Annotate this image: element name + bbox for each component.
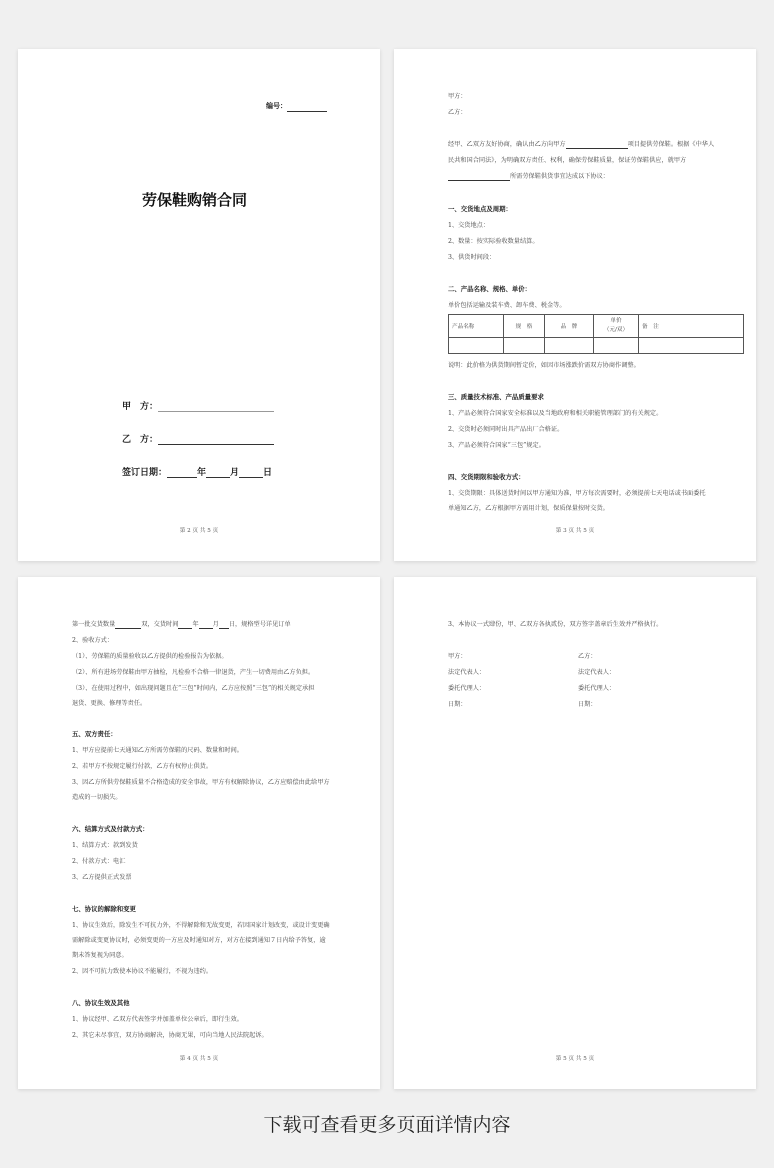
acceptance-item-2: （2）、所有进场劳保鞋由甲方抽检，凡检验不合格一律退货，产生一切费用由乙方负担。 bbox=[72, 669, 315, 676]
table-header-row bbox=[449, 315, 744, 338]
section-4-item-1b: 单通知乙方，乙方根据甲方需用计划，保质保量按时交货。 bbox=[448, 505, 609, 512]
contract-page-5 bbox=[394, 577, 756, 1089]
section-7-item-1b: 需解除或变更协议时，必须变更的一方应及时通知对方，对方在接到通知７日内给予答复，逾 bbox=[72, 937, 326, 944]
contract-cover-page bbox=[18, 49, 380, 561]
section-1-item-2: 2、数量：按实际验收数量结算。 bbox=[448, 238, 539, 245]
section-3-item-3: 3、产品必须符合国家“三包”规定。 bbox=[448, 442, 545, 449]
section-5-item-2: 2、若甲方不按规定履行付款，乙方有权停止供货。 bbox=[72, 763, 213, 770]
section-2-desc: 说明：此价格为供货期间暂定价，如因市场涨跌价需双方协商作调整。 bbox=[448, 362, 640, 369]
section-2-note: 单价包括运输及装车费、卸车费、税金等。 bbox=[448, 302, 566, 309]
intro-line-3: 所需劳保鞋供货事宜达成以下协议： bbox=[448, 172, 609, 181]
section-8-title: 八、协议生效及其他 bbox=[72, 999, 130, 1007]
section-3-item-1: 1、产品必须符合国家安全标准以及当地政府和相关职能管理部门的有关规定。 bbox=[448, 410, 663, 417]
section-4-item-1a: 1、交货期限：具体送货时间以甲方通知为准，甲方每次需要时，必须提前七天电话或书面委托 bbox=[448, 490, 706, 497]
section-1-title: 一、交货地点及周期： bbox=[448, 205, 512, 213]
table-row bbox=[449, 338, 744, 354]
party-b-label: 乙方： bbox=[448, 109, 467, 116]
header-spec: 规 格 bbox=[504, 315, 545, 338]
signature-a-date: 日期： bbox=[448, 701, 467, 708]
signature-party-b: 乙方： bbox=[578, 653, 597, 660]
header-product-name: 产品名称 bbox=[449, 315, 504, 338]
contract-number-blank bbox=[287, 111, 327, 112]
section-7-item-2: 2、因不可抗力致使本协议不能履行，不视为违约。 bbox=[72, 968, 213, 975]
section-6-item-3: 3、乙方提供正式发票 bbox=[72, 874, 132, 881]
signature-b-date: 日期： bbox=[578, 701, 597, 708]
party-a-label: 甲方： bbox=[448, 93, 467, 100]
section-3-item-2: 2、交货时必须同时出具产品出厂合格证。 bbox=[448, 426, 564, 433]
page-footer: 第 4 页 共 5 页 bbox=[179, 1056, 219, 1062]
signature-b-agent: 委托代理人： bbox=[578, 685, 616, 692]
acceptance-title: 2、验收方式： bbox=[72, 637, 114, 644]
section-5-item-3b: 造成的一切损失。 bbox=[72, 794, 122, 801]
section-7-title: 七、协议的解除和变更 bbox=[72, 905, 136, 913]
acceptance-item-3b: 退货、更换、修理等责任。 bbox=[72, 700, 147, 707]
contract-title: 劳保鞋购销合同 bbox=[142, 191, 248, 209]
page-footer: 第 2 页 共 5 页 bbox=[179, 528, 219, 534]
intro-line-1: 经甲、乙双方友好协商，确认由乙方向甲方 项目提供劳保鞋。根据《中华人 bbox=[448, 141, 715, 148]
section-8-item-2: 2、其它未尽事宜，双方协商解决，协商无果，可向当地人民法院起诉。 bbox=[72, 1032, 268, 1039]
download-caption: 下载可查看更多页面详情内容 bbox=[263, 1114, 511, 1136]
header-brand: 品 牌 bbox=[545, 315, 594, 338]
first-batch-line: 第一批交货数量 双，交货时间 年 月 日，规格型号详见订单 bbox=[72, 621, 291, 628]
section-5-item-3a: 3、因乙方所供劳保鞋质量不合格造成的安全事故，甲方有权解除协议，乙方应赔偿由此给甲方 bbox=[72, 779, 330, 786]
party-b-line: 乙 方： bbox=[122, 432, 274, 445]
contract-page-4 bbox=[18, 577, 380, 1089]
party-a-line: 甲 方： bbox=[122, 399, 274, 412]
page-footer: 第 3 页 共 5 页 bbox=[555, 528, 595, 534]
section-7-item-1a: 1、协议生效后，除发生不可抗力外，不得解除和无故变更，若因国家计划改变，或设计变更确 bbox=[72, 922, 330, 929]
copies-clause: 3、本协议一式肆份，甲、乙双方各执贰份，双方签字盖章后生效并严格执行。 bbox=[448, 621, 663, 628]
section-6-item-2: 2、付款方式：电汇 bbox=[72, 858, 126, 865]
product-table bbox=[448, 314, 744, 354]
section-8-item-1: 1、协议经甲、乙双方代表签字并加盖单位公章后，即行生效。 bbox=[72, 1016, 243, 1023]
section-7-item-1c: 期未答复视为同意。 bbox=[72, 952, 128, 959]
contract-page-3 bbox=[394, 49, 756, 561]
section-4-title: 四、交货期限和验收方式： bbox=[448, 473, 525, 481]
header-unit-price: 单价 （元/双） bbox=[594, 315, 639, 338]
header-remark: 备 注 bbox=[639, 315, 744, 338]
section-5-item-1: 1、甲方应提前七天通知乙方所需劳保鞋的尺码、数量和时间。 bbox=[72, 747, 243, 754]
section-6-item-1: 1、结算方式：款到发货 bbox=[72, 842, 138, 849]
signature-party-a: 甲方： bbox=[448, 653, 467, 660]
signature-a-rep: 法定代表人： bbox=[448, 669, 486, 676]
signature-a-agent: 委托代理人： bbox=[448, 685, 486, 692]
contract-number: 编号： bbox=[266, 93, 327, 112]
intro-line-2: 民共和国合同法》，为明确双方责任、权利，确保劳保鞋质量，保证劳保鞋供应，就甲方 bbox=[448, 157, 687, 164]
section-5-title: 五、双方责任： bbox=[72, 730, 117, 738]
signature-b-rep: 法定代表人： bbox=[578, 669, 616, 676]
section-1-item-3: 3、供货时间段： bbox=[448, 254, 496, 261]
acceptance-item-3a: （3）、在使用过程中，如出现问题且在“三包”时间内，乙方应按照“三包”的相关规定承担 bbox=[72, 685, 315, 692]
section-3-title: 三、质量技术标准、产品质量要求 bbox=[448, 393, 544, 401]
section-2-title: 二、产品名称、规格、单价： bbox=[448, 285, 532, 293]
section-6-title: 六、结算方式及付款方式： bbox=[72, 825, 149, 833]
section-1-item-1: 1、交货地点： bbox=[448, 222, 490, 229]
acceptance-item-1: （1）、劳保鞋的质量验收以乙方提供的检验报告为依据。 bbox=[72, 653, 228, 660]
page-footer: 第 5 页 共 5 页 bbox=[555, 1056, 595, 1062]
sign-date-line: 签订日期： 年 月 日 bbox=[122, 468, 273, 478]
